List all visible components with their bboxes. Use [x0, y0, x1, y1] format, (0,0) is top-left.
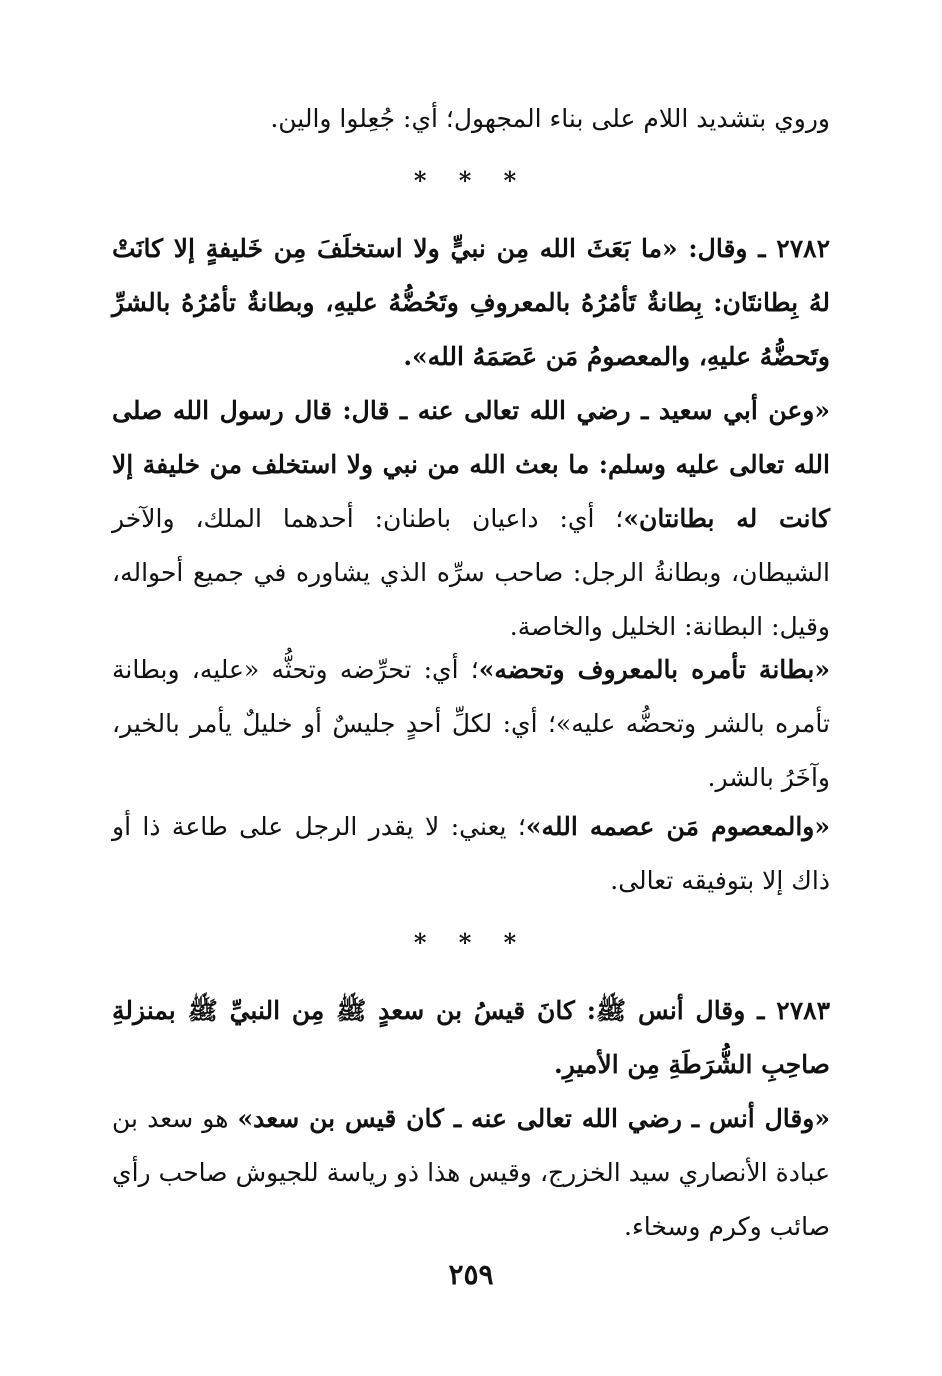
- commentary-text: هو سعد بن عبادة الأنصاري سيد الخزرج، وقيس هذا ذو رياسة للجيوش صاحب رأي صائب وكرم وسخاء.: [112, 1104, 830, 1241]
- commentary-paragraph: [112, 800, 830, 908]
- commentary-text: ؛ يعني: لا يقدر الرجل على طاعة ذا أو ذاك إلا بتوفيقه تعالى.: [112, 812, 830, 895]
- intro-line: وروي بتشديد اللام على بناء المجهول؛ أي: جُعِلوا والين.: [270, 104, 830, 133]
- section-separator: * * *: [413, 166, 529, 195]
- hadith-2783-text: ٢٧٨٣ ـ وقال أنس ﷺ: كانَ قيسُ بن سعدٍ ﷺ مِن النبيِّ ﷺ بمنزلةِ صاحِبِ الشُّرَطَةِ مِن الأميرِ.: [112, 996, 830, 1079]
- commentary-text: ؛ أي: داعيان باطنان: أحدهما الملك، والآخر الشيطان، وبطانةُ الرجل: صاحب سرِّه الذي يشاوره في جميع أحواله، وقيل: البطانة: الخليل والخاصة.: [112, 504, 830, 641]
- section-separator: * * *: [413, 928, 529, 957]
- quoted-hadith: «وعن أبي سعيد ـ رضي الله تعالى عنه ـ قال: قال رسول الله صلى الله تعالى عليه وسلم: ما بعث الله من نبي ولا استخلف من خليفة إلا كانت له بطانتان»: [112, 396, 830, 533]
- commentary-paragraph: [112, 643, 830, 805]
- page-number: ٢٥٩: [448, 1258, 494, 1291]
- commentary-paragraph: [112, 384, 830, 654]
- commentary-paragraph: [112, 1092, 830, 1254]
- hadith-2782-text: ٢٧٨٢ ـ وقال: «ما بَعَثَ الله مِن نبيٍّ ولا استخلَفَ مِن خَليفةٍ إلا كانَتْ لهُ بِطانتَان: بِطانةٌ تَأمُرُهُ بالمعروفِ وتَحُضُّهُ عليهِ، وبطانةٌ تأمُرُهُ بالشرِّ وتَحضُّهُ عليهِ، والمعصومُ مَن عَصَمَهُ الله».: [112, 234, 830, 371]
- quoted-hadith: «بطانة تأمره بالمعروف وتحضه»: [478, 655, 831, 684]
- quoted-hadith: «والمعصوم مَن عصمه الله»: [525, 812, 831, 841]
- quoted-hadith: «وقال أنس ـ رضي الله تعالى عنه ـ كان قيس بن سعد»: [237, 1104, 831, 1133]
- commentary-text: ؛ أي: تحرِّضه وتحثُّه «عليه، وبطانة تأمره بالشر وتحضُّه عليه»؛ أي: لكلِّ أحدٍ جليسٌ أو خليلٌ يأمر بالخير، وآخَرُ بالشر.: [112, 655, 830, 792]
